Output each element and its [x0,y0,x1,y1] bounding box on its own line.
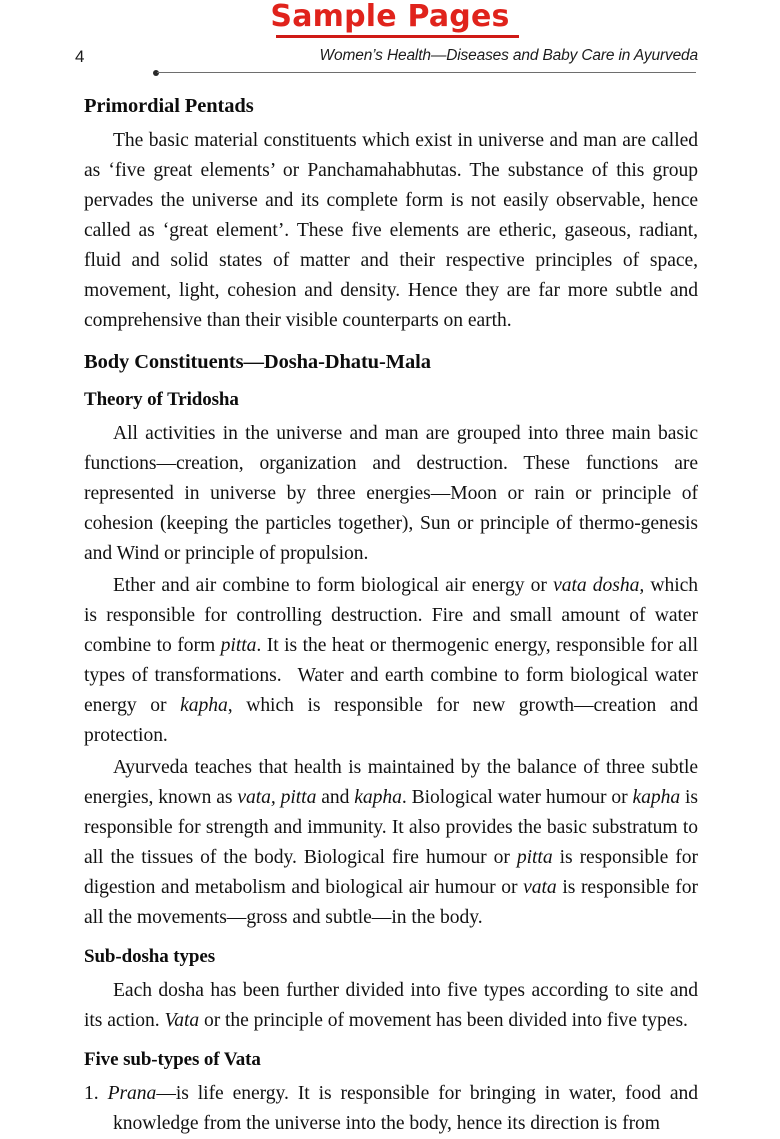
paragraph-primordial-pentads: The basic material constituents which exist in universe and man are called as ‘five great elements’ or Panchamahabhutas. The substance of this group pervades the universe and its complete form is not easily observable, hence called as ‘great element’. These five elements are etheric, gaseous, radiant, fluid and solid states of matter and their respective principles of space, movement, light, cohesion and density. Hence they are far more subtle and comprehensive than their visible counterparts on earth. [84,130,698,331]
running-head [0,47,780,79]
running-head-title: Women’s Health—Diseases and Baby Care in Ayurveda [319,47,698,64]
term-vata: Vata [164,1010,200,1031]
text-run: and [316,787,355,808]
text-run: . Biological water humour or [401,787,633,808]
term-vata-dosha: vata dosha, [553,575,645,596]
sample-pages-title: Sample Pages [270,0,510,34]
term-vata: vata [523,877,557,898]
text-run: which is responsible for controlling destruction. Fire and small amount of water combine to form [84,575,699,656]
spacer [84,336,698,348]
list-item [84,1079,698,1139]
running-head-rule [157,72,696,73]
text-run: is responsible for all the movements—gross and subtle—in the body. [84,877,698,928]
term-kapha: kapha [354,787,402,808]
spacer [84,376,698,386]
text-run: is responsible for digestion and metabolism and biological air humour or [84,847,698,898]
text-run: is responsible for strength and immunity. It also provides the basic substratum to all the tissues of the body. Biological fire humour or [84,787,699,868]
heading-body-constituents: Body Constituents—Dosha-Dhatu-Mala [84,351,431,373]
term-vata-pitta: vata, pitta [237,787,317,808]
heading-sub-dosha-types: Sub-dosha types [84,946,216,967]
vata-sub-types-list [84,1079,698,1139]
page-content [84,92,698,1139]
heading-five-sub-types-of-vata: Five sub-types of Vata [84,1049,261,1070]
heading-theory-of-tridosha: Theory of Tridosha [84,389,239,410]
text-run: Ayurveda teaches that health is maintained by the balance of three subtle energies, known as [84,757,698,808]
sample-pages-underline [276,35,519,38]
term-kapha: kapha [632,787,681,808]
text-run: , which is responsible for new growth—creation and protection. [84,695,698,746]
term-prana: Prana [107,1083,157,1104]
spacer [84,933,698,943]
page-number: 4 [75,47,85,66]
paragraph-tridosha-2 [84,571,698,751]
text-run: . It is the heat or thermogenic energy, responsible for all types of transformations. Water and earth combine to form biological water energy or [84,635,698,716]
term-pitta: pitta [516,847,553,868]
heading-primordial-pentads: Primordial Pentads [84,95,254,117]
paragraph-sub-dosha [84,976,698,1036]
term-kapha: kapha [180,695,228,716]
text-run: —is life energy. It is responsible for bringing in water, food and knowledge from the universe into the body, hence its direction is from [113,1083,698,1134]
sample-pages-watermark [0,0,780,34]
text-run: Each dosha has been further divided into five types according to site and its action. [84,980,698,1031]
paragraph-tridosha-3 [84,753,698,933]
text-run: or the principle of movement has been divided into five types. [199,1010,688,1031]
spacer [84,1036,698,1046]
list-marker: 1. [84,1083,99,1104]
text-run: Ether and air combine to form biological air energy or [113,575,554,596]
term-pitta: pitta [220,635,257,656]
paragraph-tridosha-1: All activities in the universe and man are grouped into three main basic functions—creation, organization and destruction. These functions are represented in universe by three energies—Moon or rain or principle of cohesion (keeping the particles together), Sun or principle of thermo-genesis and Wind or principle of propulsion. [84,423,698,564]
